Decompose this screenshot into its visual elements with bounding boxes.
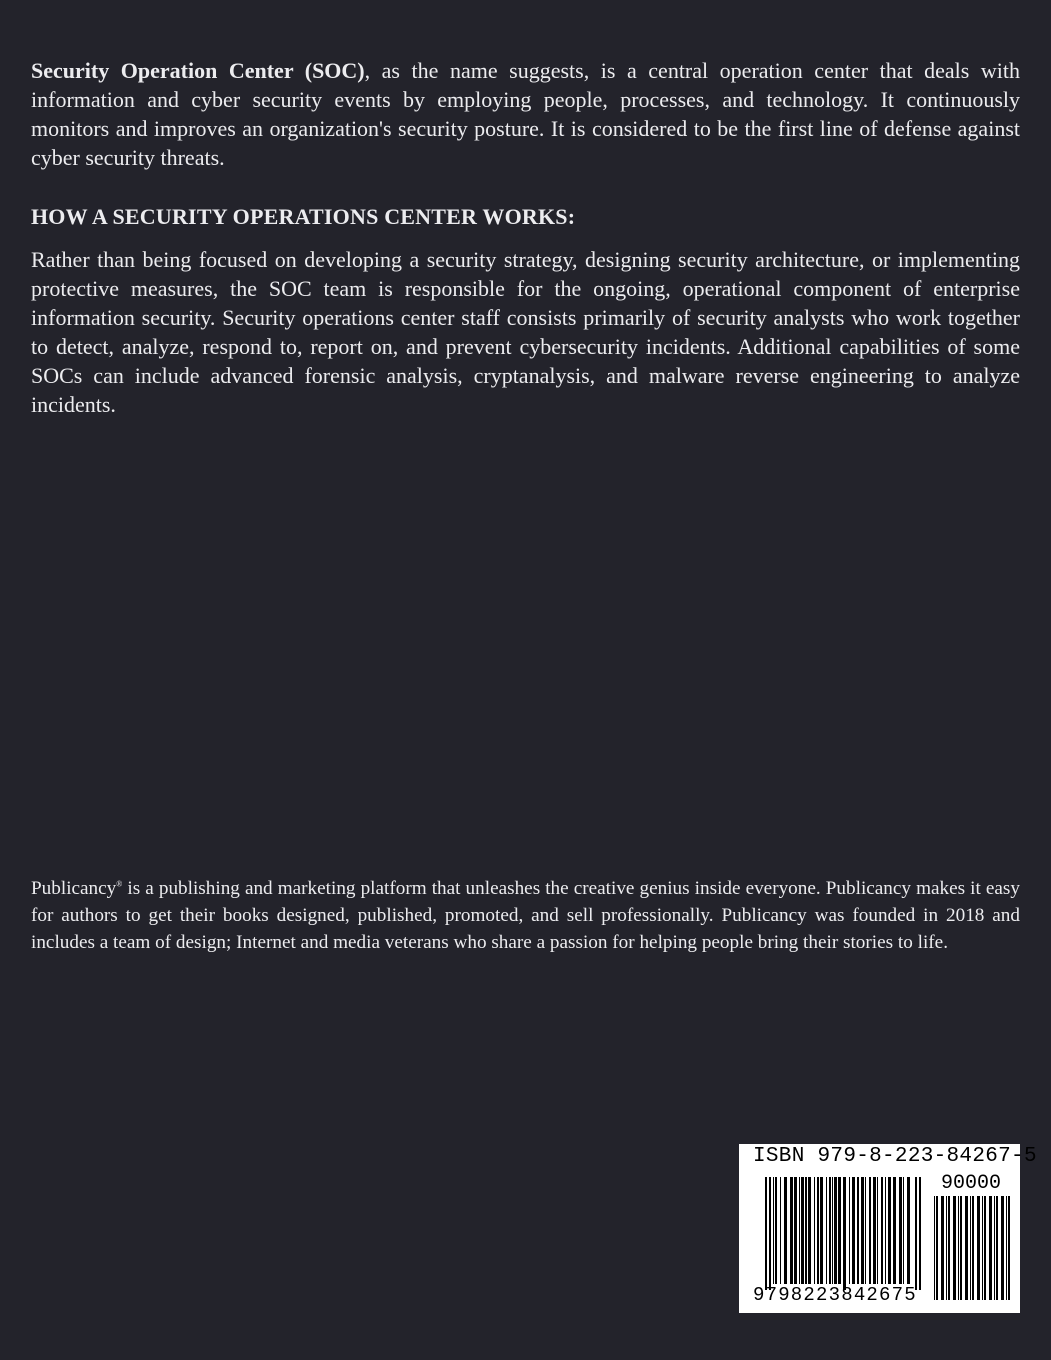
barcode-bar bbox=[808, 1177, 811, 1284]
barcode-bar bbox=[885, 1177, 886, 1284]
barcode-bar bbox=[865, 1177, 866, 1284]
publisher-text: is a publishing and marketing platform that unleashes the creative genius inside everyone. Publicancy makes it easy for authors to get their books designed, published, promoted, and sell professionally. Publicancy was founded in 2018 and includes a team of design; Internet and media veterans who share a passion for helping people bring their stories to life. bbox=[31, 878, 1020, 953]
barcode-bar bbox=[869, 1177, 871, 1284]
barcode-bar bbox=[820, 1177, 823, 1284]
section-heading: HOW A SECURITY OPERATIONS CENTER WORKS: bbox=[31, 204, 576, 229]
publisher-paragraph bbox=[31, 875, 1020, 956]
barcode-guard-bar bbox=[915, 1177, 917, 1290]
barcode-bar bbox=[881, 1177, 883, 1284]
barcode-addon-bar bbox=[941, 1196, 944, 1300]
barcode-bar bbox=[849, 1177, 850, 1284]
barcode-addon-bar bbox=[934, 1196, 935, 1300]
barcode-guard-bar bbox=[765, 1177, 767, 1290]
barcode-bar bbox=[829, 1177, 831, 1284]
ean-digits: 9798223842675 bbox=[753, 1284, 917, 1306]
barcode-addon-bar bbox=[958, 1196, 959, 1300]
barcode-bar bbox=[817, 1177, 819, 1284]
isbn-label: ISBN 979-8-223-84267-5 bbox=[753, 1145, 1037, 1168]
barcode-bar bbox=[903, 1177, 904, 1284]
barcode-addon-bar bbox=[1006, 1196, 1007, 1300]
intro-text: , as the name suggests, is a central operation center that deals with information and cyber security events by employing people, processes, and technology. It continuously monitors and improves an organization's security posture. It is considered to be the first line of defense against cyber security threats. bbox=[31, 58, 1020, 170]
barcode-bar bbox=[814, 1177, 815, 1284]
barcode-addon-bar bbox=[953, 1196, 956, 1300]
barcode-bar bbox=[857, 1177, 859, 1284]
barcode-addon-bar bbox=[1008, 1196, 1010, 1300]
barcode-bar bbox=[852, 1177, 855, 1284]
barcode-bar bbox=[899, 1177, 902, 1284]
barcode-bar bbox=[784, 1177, 787, 1284]
barcode-addon-bar bbox=[970, 1196, 971, 1300]
barcode-bar bbox=[893, 1177, 896, 1284]
barcode-bar bbox=[801, 1177, 804, 1284]
barcode-bar bbox=[877, 1177, 878, 1284]
barcode-bar bbox=[843, 1177, 846, 1290]
barcode-bar bbox=[790, 1177, 793, 1284]
barcode-addon-bar bbox=[982, 1196, 983, 1300]
barcode-addon-bar bbox=[946, 1196, 947, 1300]
barcode-bar bbox=[780, 1177, 781, 1284]
barcode-bar bbox=[799, 1177, 800, 1284]
barcode-bar bbox=[873, 1177, 876, 1284]
price-code: 90000 bbox=[941, 1172, 1002, 1195]
barcode-bar bbox=[832, 1177, 833, 1284]
barcode-addon-bar bbox=[948, 1196, 950, 1300]
barcode-addon-bar bbox=[996, 1196, 998, 1300]
registered-mark: ® bbox=[116, 879, 123, 889]
barcode-bar bbox=[861, 1177, 864, 1284]
barcode-addon-bar bbox=[960, 1196, 962, 1300]
intro-paragraph bbox=[31, 56, 1020, 172]
barcode-addon-bar bbox=[989, 1196, 992, 1300]
barcode-bar bbox=[826, 1177, 827, 1284]
barcode-bar bbox=[907, 1177, 910, 1284]
barcode-addon-bar bbox=[977, 1196, 980, 1300]
barcode-addon-bar bbox=[1001, 1196, 1004, 1300]
barcode-bar bbox=[775, 1177, 777, 1284]
barcode-bar bbox=[805, 1177, 807, 1284]
intro-bold-lead: Security Operation Center (SOC) bbox=[31, 58, 365, 83]
barcode-bar bbox=[838, 1177, 841, 1284]
isbn-barcode bbox=[739, 1144, 1037, 1313]
barcode-addon-bar bbox=[984, 1196, 986, 1300]
barcode-bar bbox=[888, 1177, 891, 1284]
publisher-name: Publicancy bbox=[31, 878, 117, 899]
barcode-bar bbox=[834, 1177, 837, 1284]
barcode-addon-bar bbox=[936, 1196, 938, 1300]
barcode-bar bbox=[794, 1177, 797, 1284]
barcode-addon-bar bbox=[972, 1196, 974, 1300]
section-body: Rather than being focused on developing a security strategy, designing security architecture, or implementing protective measures, the SOC team is responsible for the ongoing, operational component of enterprise information security. Security operations center staff consists primarily of security analysts who work together to detect, analyze, respond to, report on, and prevent cybersecurity incidents. Additional capabilities of some SOCs can include advanced forensic analysis, cryptanalysis, and malware reverse engineering to analyze incidents. bbox=[31, 247, 1020, 417]
barcode-addon-bar bbox=[965, 1196, 968, 1300]
barcode-guard-bar bbox=[919, 1177, 921, 1290]
barcode-bar bbox=[773, 1177, 774, 1284]
barcode-addon-bar bbox=[994, 1196, 995, 1300]
barcode-guard-bar bbox=[769, 1177, 771, 1290]
